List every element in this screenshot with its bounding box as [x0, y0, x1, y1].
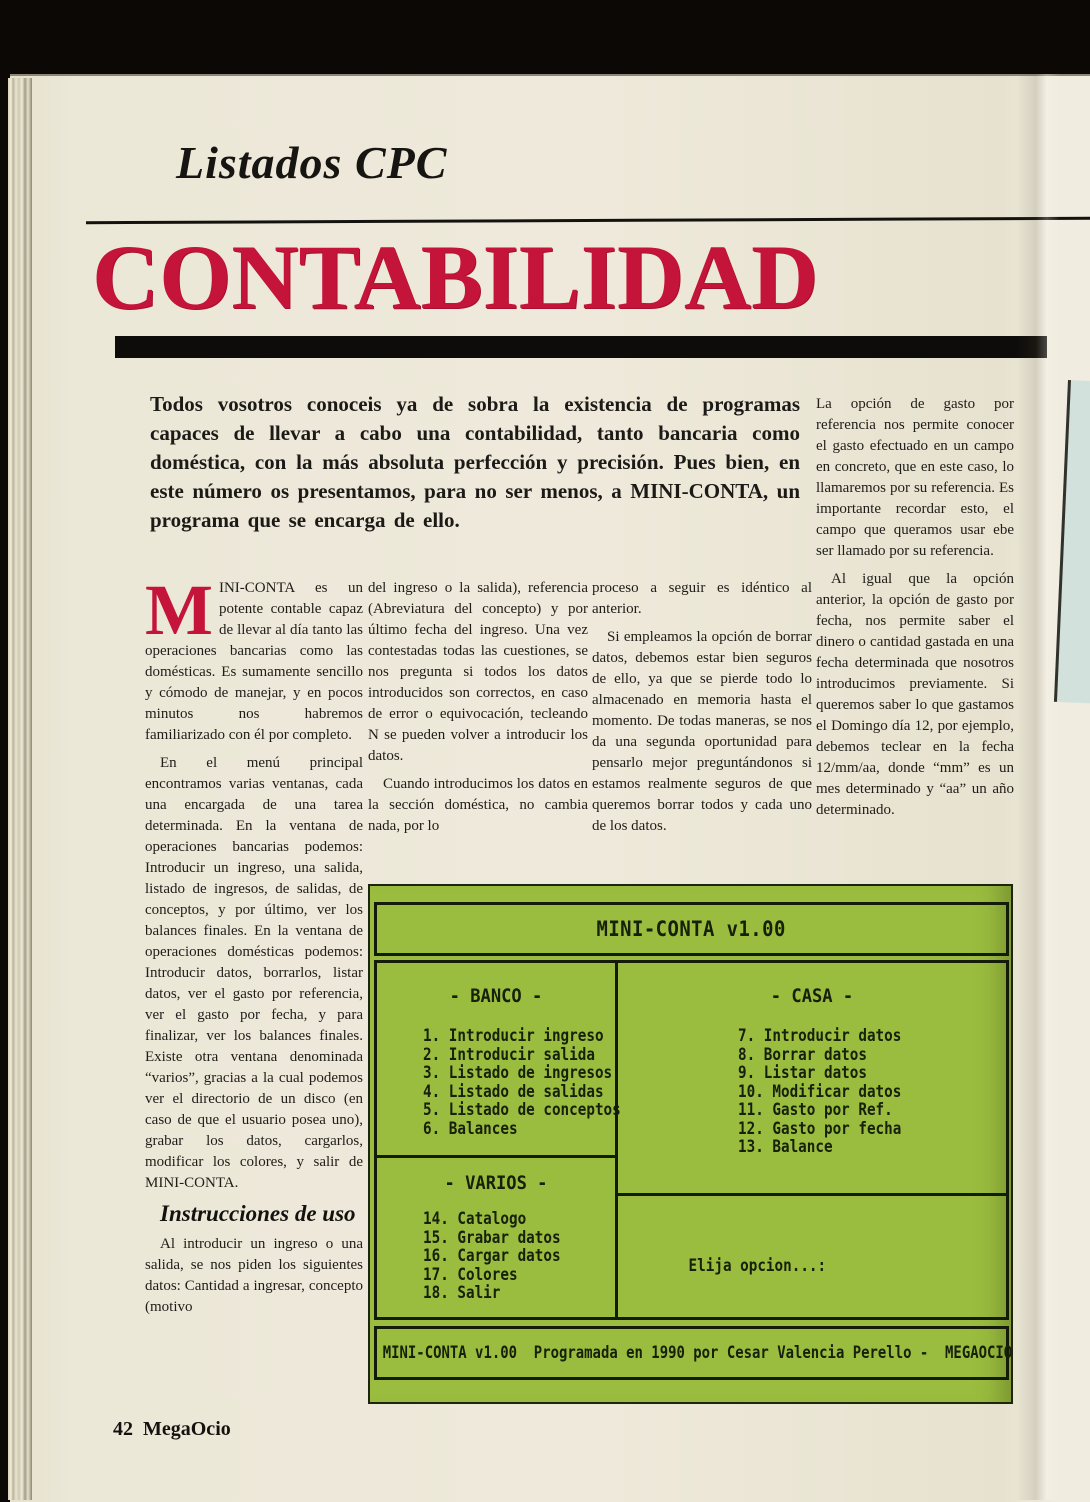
- paragraph: La opción de gasto por referencia nos permite conocer el gasto efectuado en un campo en concreto, que en este caso, lo llamaremos por su referencia. Es importante recordar esto, el campo que queramos usar ebe ser llamado por su referencia.: [816, 396, 1014, 559]
- article-title: CONTABILIDAD: [92, 226, 819, 328]
- banco-heading: - BANCO -: [449, 985, 543, 1007]
- varios-panel: [374, 1155, 618, 1320]
- casa-panel: [615, 960, 1009, 1196]
- banco-panel: [374, 960, 621, 1158]
- page-footer: [113, 1418, 231, 1441]
- intro-standfirst: Todos vosotros conoceis ya de sobra la existencia de programas capaces de llevar a cabo una contabilidad, tanto bancaria como doméstica, con la más absoluta perfección y precisión. Pues bien, en este número os presentamos, para no ser menos, a MINI-CONTA, un programa que se encarga de ello.: [150, 392, 800, 532]
- paragraph: Al igual que la opción anterior, la opción de gasto por fecha, nos permite saber el dinero o cantidad gastada en una fecha determinada que nosotros introducimos previamente. Si queremos saber lo que gastamos el Domingo día 12, por ejemplo, debemos teclear en la fecha 12/mm/aa, donde “mm” es un mes determinado y “aa” un año determinado.: [816, 571, 1014, 818]
- text-column-2: [368, 578, 588, 876]
- menu-item: 17. Colores: [423, 1264, 518, 1285]
- menu-item: 7. Introducir datos: [738, 1026, 902, 1046]
- menu-item: 14. Catalogo: [423, 1209, 527, 1229]
- menu-item: 12. Gasto por fecha: [738, 1118, 902, 1139]
- paragraph: Cuando introducimos los datos en la sección doméstica, no cambia nada, por lo: [368, 776, 588, 834]
- screen-status-bar: [374, 1326, 1013, 1380]
- menu-item: 3. Listado de ingresos: [423, 1063, 613, 1083]
- paragraph: Al introducir un ingreso o una salida, se nos piden los siguientes datos: Cantidad a ingresar, concepto (motivo: [145, 1236, 363, 1315]
- page-number: 42: [113, 1418, 133, 1440]
- page-crease-shadow: [1016, 74, 1060, 1500]
- casa-menu: [618, 1027, 1006, 1157]
- mini-conta-screenshot: [368, 884, 1013, 1404]
- screen-title: MINI-CONTA v1.00: [596, 917, 787, 941]
- paragraph-text: INI-CONTA es un potente contable capaz de llevar al día tanto las operaciones bancarias como las domésticas. Es sumamente sencillo y cómodo de manejar, y en pocos minutos nos habremos familiarizado con él por completo.: [145, 580, 363, 743]
- menu-item: 16. Cargar datos: [423, 1246, 561, 1266]
- varios-heading: - VARIOS -: [444, 1172, 548, 1194]
- menu-item: 8. Borrar datos: [738, 1044, 867, 1065]
- subsection-heading: Instrucciones de uso: [160, 1201, 356, 1226]
- option-prompt: Elija opcion...:: [688, 1256, 827, 1276]
- text-column-1: [145, 578, 363, 1424]
- menu-item: 11. Gasto por Ref.: [738, 1100, 893, 1120]
- paragraph: del ingreso o la salida), referencia (Abreviatura del concepto) y por último fecha del ingreso. Una vez contestadas todas las cuestiones, se nos pregunta si todos los datos introducidos son correctos, en caso de error o equivocación, tecleando N se pueden volver a introducir los datos.: [368, 580, 588, 764]
- varios-menu: [377, 1210, 615, 1303]
- menu-item: 13. Balance: [738, 1137, 833, 1157]
- menu-item: 9. Listar datos: [738, 1063, 867, 1083]
- text-column-4: [816, 394, 1014, 880]
- text-column-3: [592, 578, 812, 876]
- casa-heading: - CASA -: [770, 985, 854, 1007]
- screen-title-box: [374, 902, 1009, 956]
- magazine-name: MegaOcio: [143, 1418, 231, 1440]
- menu-item: 6. Balances: [423, 1118, 518, 1139]
- page-edge-stack: [8, 78, 32, 1500]
- menu-item: 15. Grabar datos: [423, 1227, 561, 1248]
- dropcap-letter: M: [145, 578, 213, 650]
- prompt-panel: [615, 1193, 1009, 1320]
- menu-item: 18. Salir: [423, 1283, 501, 1303]
- menu-item: 2. Introducir salida: [423, 1044, 595, 1065]
- menu-item: 5. Listado de conceptos: [423, 1100, 621, 1120]
- menu-item: 1. Introducir ingreso: [423, 1026, 604, 1046]
- title-underline-bar: [115, 336, 1047, 358]
- paragraph: proceso a seguir es idéntico al anterior.: [592, 580, 812, 617]
- menu-item: 10. Modificar datos: [738, 1081, 902, 1102]
- menu-item: 4. Listado de salidas: [423, 1081, 604, 1102]
- paragraph: En el menú principal encontramos varias ventanas, cada una encargada de una tarea determinada. En la ventana de operaciones bancarias podemos: Introducir un ingreso, una salida, listado de ingresos, de salidas, de conceptos, y por último, ver los balances finales. En la ventana de operaciones domésticas podemos: Introducir datos, borrarlos, listar datos, ver el gasto por referencia, ver el gasto por fecha, y para finalizar, ver los balances finales. Existe otra ventana denominada “varios”, gracias a la cual podemos ver el directorio de un disco (en caso de que el usuario posea uno), grabar los datos, cargarlos, modificar los colores, y salir de MINI-CONTA.: [145, 755, 363, 1191]
- status-bar-text: MINI-CONTA v1.00 Programada en 1990 por Cesar Valencia Perello - MEGAOCIO: [382, 1343, 1013, 1363]
- paragraph: [145, 578, 363, 746]
- paragraph: Si empleamos la opción de borrar datos, debemos estar bien seguros de ello, ya que se pierde todo lo almacenado en memoria hasta el momento. De todas maneras, se nos da una segunda oportunidad para pensarlo mejor preguntándonos si estamos realmente seguros de que queremos borrar todos y cada uno de los datos.: [592, 629, 812, 834]
- banco-menu: [377, 1026, 621, 1139]
- section-label: Listados CPC: [176, 137, 448, 188]
